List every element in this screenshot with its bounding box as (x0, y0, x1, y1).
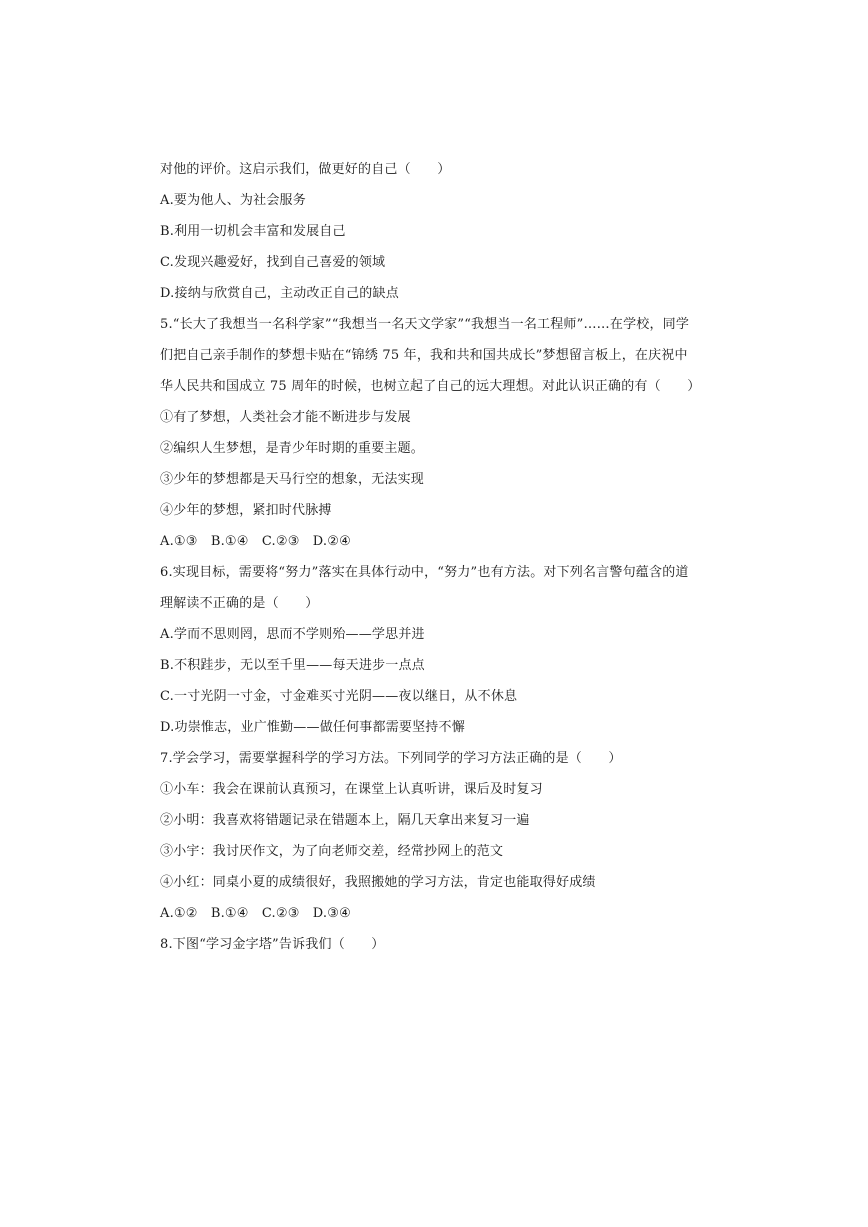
question-5-line-1: 5.“长大了我想当一名科学家”“我想当一名天文学家”“我想当一名工程师”……在学校，同学 (160, 317, 690, 332)
option-c: C.发现兴趣爱好，找到自己喜爱的领域 (160, 255, 386, 270)
statement-3: ③少年的梦想都是天马行空的想象，无法实现 (160, 472, 425, 487)
statement-3: ③小宇：我讨厌作文，为了向老师交差，经常抄网上的范文 (160, 844, 504, 859)
option-b: B.利用一切机会丰富和发展自己 (160, 224, 346, 239)
statement-4: ④小红：同桌小夏的成绩很好，我照搬她的学习方法，肯定也能取得好成绩 (160, 875, 596, 890)
question-7: 7.学会学习，需要掌握科学的学习方法。下列同学的学习方法正确的是（ ） (160, 751, 622, 766)
option-c: C.一寸光阴一寸金，寸金难买寸光阴——夜以继日，从不休息 (160, 689, 518, 704)
answer-options: A.①③ B.①④ C.②③ D.②④ (160, 534, 351, 549)
statement-2: ②小明：我喜欢将错题记录在错题本上，隔几天拿出来复习一遍 (160, 813, 530, 828)
question-8: 8.下图“学习金字塔”告诉我们（ ） (160, 937, 385, 952)
statement-4: ④少年的梦想，紧扣时代脉搏 (160, 503, 332, 518)
question-6-line-1: 6.实现目标，需要将“努力”落实在具体行动中，“努力”也有方法。对下列名言警句蕴含的道 (160, 565, 689, 580)
option-d: D.接纳与欣赏自己，主动改正自己的缺点 (160, 286, 399, 301)
option-d: D.功崇惟志，业广惟勤——做任何事都需要坚持不懈 (160, 720, 465, 735)
option-a: A.要为他人、为社会服务 (160, 193, 306, 208)
answer-options: A.①② B.①④ C.②③ D.③④ (160, 906, 351, 921)
text-line: 对他的评价。这启示我们，做更好的自己（ ） (160, 162, 451, 177)
option-a: A.学而不思则罔，思而不学则殆——学思并进 (160, 627, 425, 642)
option-b: B.不积跬步，无以至千里——每天进步一点点 (160, 658, 425, 673)
question-6-line-2: 理解读不正确的是（ ） (160, 596, 319, 611)
question-5-line-3: 华人民共和国成立 75 周年的时候，也树立起了自己的远大理想。对此认识正确的有（ ） (160, 379, 701, 394)
statement-1: ①小车：我会在课前认真预习，在课堂上认真听讲，课后及时复习 (160, 782, 543, 797)
statement-2: ②编织人生梦想，是青少年时期的重要主题。 (160, 441, 425, 456)
question-5-line-2: 们把自己亲手制作的梦想卡贴在“锦绣 75 年，我和共和国共成长”梦想留言板上，在庆祝中 (160, 348, 688, 363)
statement-1: ①有了梦想，人类社会才能不断进步与发展 (160, 410, 411, 425)
